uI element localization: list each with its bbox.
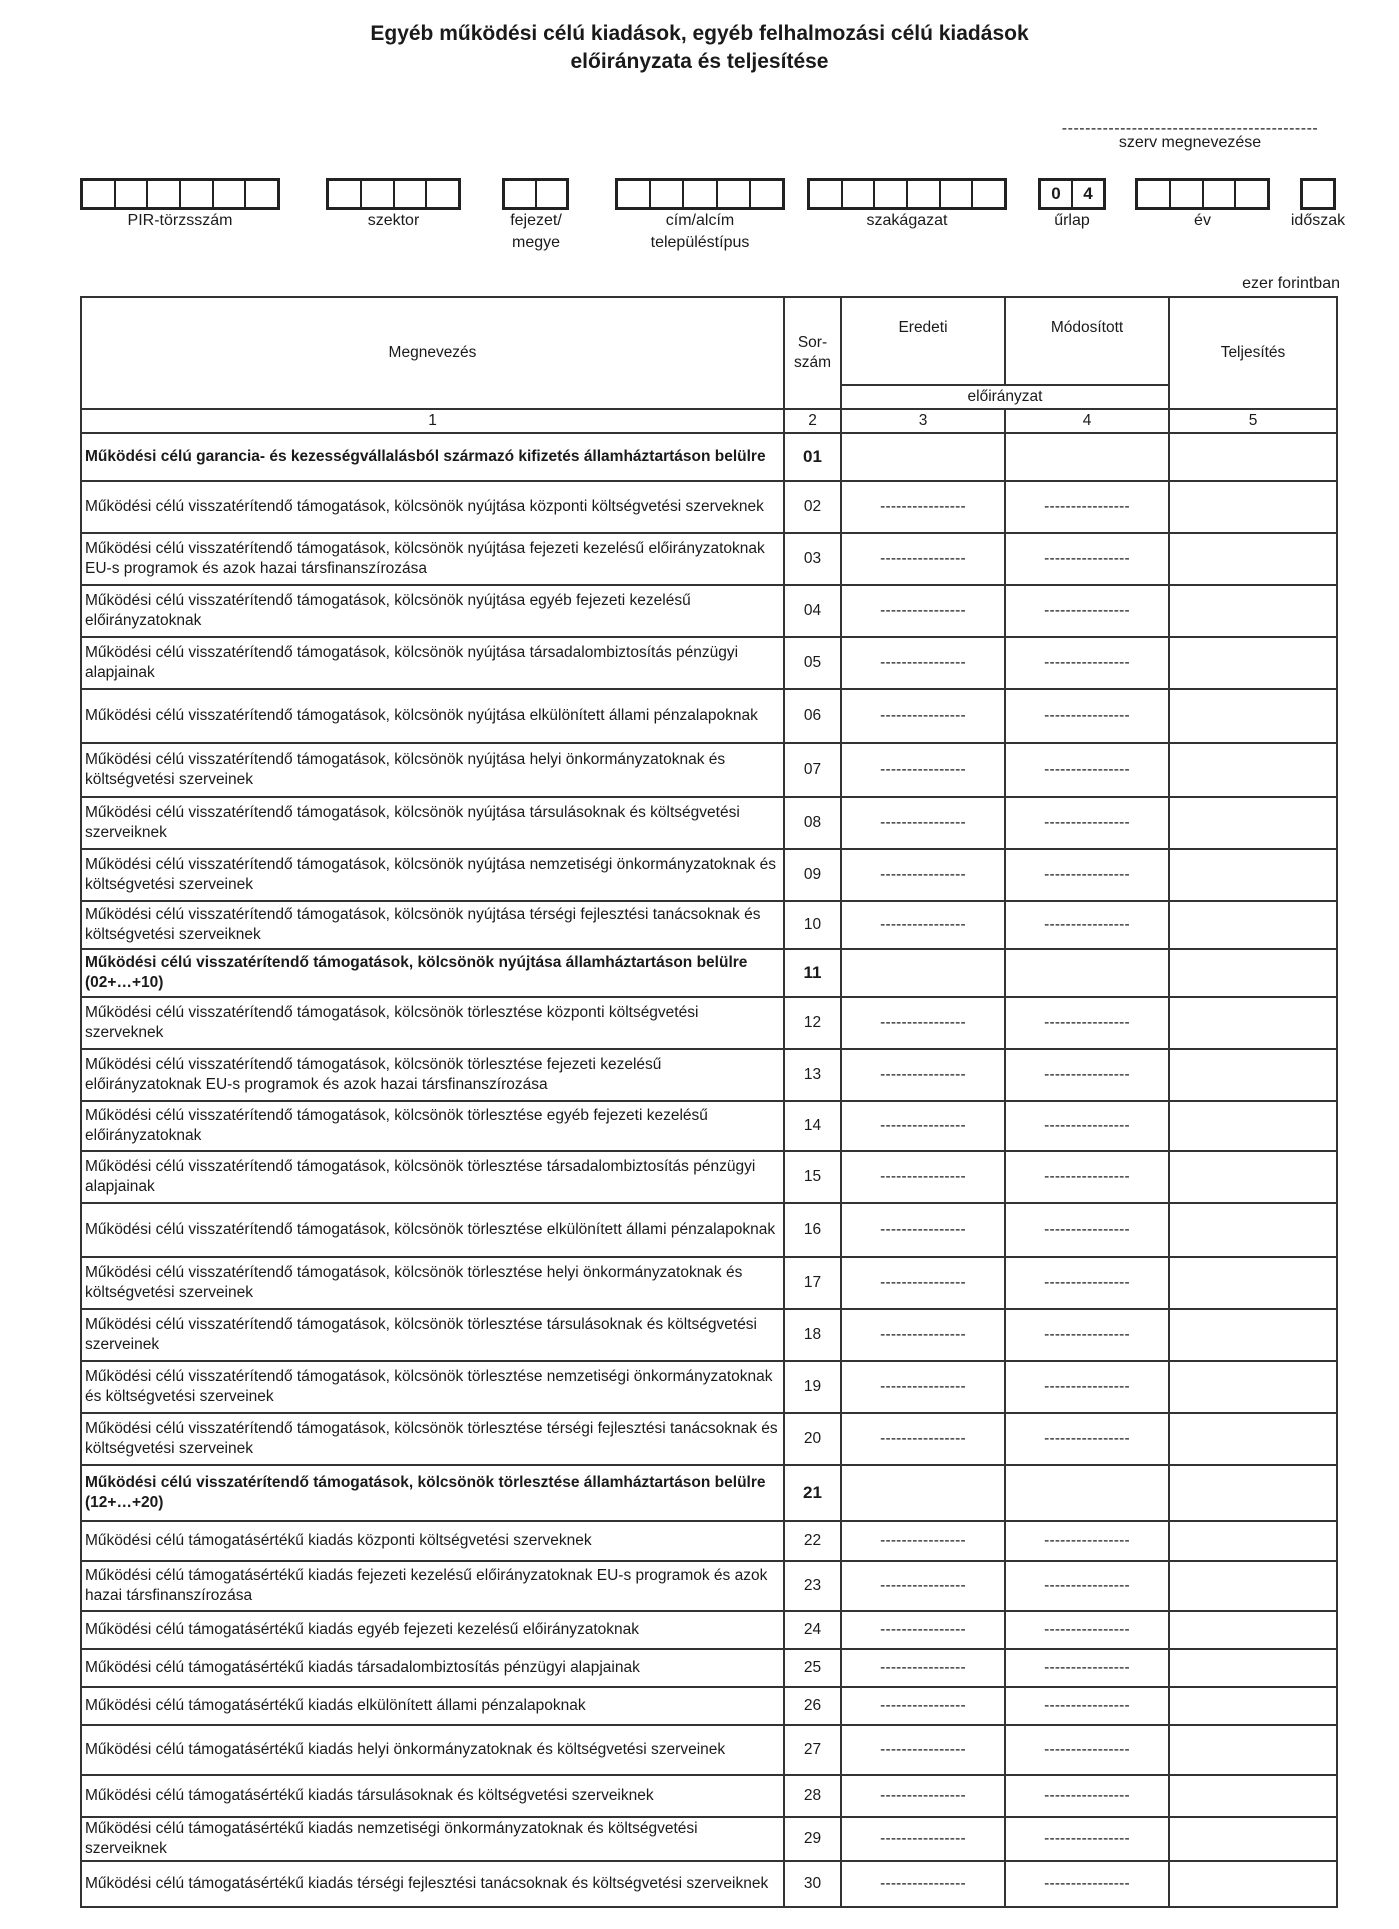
cell-teljesites[interactable]	[1169, 481, 1337, 533]
col-num-5: 5	[1169, 409, 1337, 433]
row-number: 08	[784, 797, 841, 849]
cell-teljesites[interactable]	[1169, 433, 1337, 481]
cell-eredeti-na: ----------------	[841, 1649, 1005, 1687]
cim-label-line-2: településtípus	[650, 234, 750, 251]
cell-teljesites[interactable]	[1169, 1561, 1337, 1611]
row-number: 03	[784, 533, 841, 585]
cell-modositott-na: ----------------	[1005, 1687, 1169, 1725]
org-name-label: szerv megnevezése	[1118, 134, 1262, 151]
cell-teljesites[interactable]	[1169, 1257, 1337, 1309]
table-row	[81, 689, 1337, 743]
cell-modositott-na: ----------------	[1005, 585, 1169, 637]
cell-modositott-na: ----------------	[1005, 1413, 1169, 1465]
cell-teljesites[interactable]	[1169, 1649, 1337, 1687]
table-row	[81, 1687, 1337, 1725]
cell-teljesites[interactable]	[1169, 1861, 1337, 1907]
cell-eredeti-na: ----------------	[841, 1611, 1005, 1649]
row-number: 30	[784, 1861, 841, 1907]
cell-modositott-na: ----------------	[1005, 797, 1169, 849]
col-header-sorszam	[784, 297, 841, 409]
table-row	[81, 1413, 1337, 1465]
row-name: Működési célú visszatérítendő támogatások, kölcsönök nyújtása társadalombiztosítás pénzügyi alapjainak	[81, 637, 784, 689]
row-name: Működési célú támogatásértékű kiadás elkülönített állami pénzalapoknak	[81, 1687, 784, 1725]
row-number: 11	[784, 949, 841, 997]
col-num-3: 3	[841, 409, 1005, 433]
table-row	[81, 1817, 1337, 1861]
cell-modositott-na: ----------------	[1005, 1775, 1169, 1817]
row-name: Működési célú visszatérítendő támogatások, kölcsönök nyújtása egyéb fejezeti kezelésű előirányzatoknak	[81, 585, 784, 637]
row-number: 14	[784, 1101, 841, 1151]
cell-eredeti-na: ----------------	[841, 849, 1005, 901]
cim-label-line-1: cím/alcím	[665, 212, 735, 229]
cell-teljesites[interactable]	[1169, 1687, 1337, 1725]
cell-eredeti-na: ----------------	[841, 1775, 1005, 1817]
cell-modositott-na: ----------------	[1005, 533, 1169, 585]
col-header-teljesites: Teljesítés	[1169, 297, 1337, 409]
row-name: Működési célú visszatérítendő támogatások, kölcsönök nyújtása központi költségvetési szerveknek	[81, 481, 784, 533]
row-number: 20	[784, 1413, 841, 1465]
cell-eredeti-na: ----------------	[841, 533, 1005, 585]
cell-teljesites[interactable]	[1169, 1725, 1337, 1775]
cell-modositott-na: ----------------	[1005, 1611, 1169, 1649]
cell-modositott-na: ----------------	[1005, 1817, 1169, 1861]
cell-eredeti[interactable]	[841, 1465, 1005, 1521]
row-number: 22	[784, 1521, 841, 1561]
row-number: 25	[784, 1649, 841, 1687]
col-header-eloiranyzat: előirányzat	[841, 385, 1169, 409]
cell-eredeti-na: ----------------	[841, 637, 1005, 689]
table-row	[81, 637, 1337, 689]
cell-teljesites[interactable]	[1169, 1413, 1337, 1465]
cell-eredeti-na: ----------------	[841, 1861, 1005, 1907]
table-row	[81, 743, 1337, 797]
cell-teljesites[interactable]	[1169, 1049, 1337, 1101]
table-row	[81, 1151, 1337, 1203]
cell-eredeti-na: ----------------	[841, 1687, 1005, 1725]
cell-eredeti-na: ----------------	[841, 1361, 1005, 1413]
cell-teljesites[interactable]	[1169, 997, 1337, 1049]
cell-modositott-na: ----------------	[1005, 1649, 1169, 1687]
row-name: Működési célú támogatásértékű kiadás társulásoknak és költségvetési szerveiknek	[81, 1775, 784, 1817]
row-number: 18	[784, 1309, 841, 1361]
row-number: 07	[784, 743, 841, 797]
fejezet-code-boxes[interactable]	[502, 178, 569, 210]
col-num-1: 1	[81, 409, 784, 433]
cell-modositott-na: ----------------	[1005, 1861, 1169, 1907]
row-name: Működési célú támogatásértékű kiadás nemzetiségi önkormányzatoknak és költségvetési szerveiknek	[81, 1817, 784, 1861]
cell-modositott-na: ----------------	[1005, 1521, 1169, 1561]
table-row	[81, 1203, 1337, 1257]
cell-modositott-na: ----------------	[1005, 1257, 1169, 1309]
row-name: Működési célú visszatérítendő támogatások, kölcsönök nyújtása helyi önkormányzatoknak és költségvetési szerveinek	[81, 743, 784, 797]
table-row	[81, 901, 1337, 949]
cell-eredeti-na: ----------------	[841, 1521, 1005, 1561]
table-row	[81, 481, 1337, 533]
cell-eredeti-na: ----------------	[841, 1049, 1005, 1101]
row-name: Működési célú támogatásértékű kiadás helyi önkormányzatoknak és költségvetési szerveinek	[81, 1725, 784, 1775]
cell-teljesites[interactable]	[1169, 1309, 1337, 1361]
row-name: Működési célú támogatásértékű kiadás központi költségvetési szerveknek	[81, 1521, 784, 1561]
table-row	[81, 1521, 1337, 1561]
table-row	[81, 1561, 1337, 1611]
cell-modositott-na: ----------------	[1005, 1203, 1169, 1257]
cell-eredeti-na: ----------------	[841, 1203, 1005, 1257]
cell-eredeti-na: ----------------	[841, 585, 1005, 637]
fejezet-label-line-2: megye	[511, 234, 561, 251]
cell-teljesites[interactable]	[1169, 797, 1337, 849]
cell-modositott-na: ----------------	[1005, 997, 1169, 1049]
row-number: 23	[784, 1561, 841, 1611]
cell-eredeti-na: ----------------	[841, 901, 1005, 949]
org-name-line: --------------------------------------------	[1061, 120, 1319, 137]
page-title	[0, 20, 1399, 76]
pir-label: PIR-törzsszám	[127, 212, 233, 229]
cell-teljesites[interactable]	[1169, 849, 1337, 901]
cell-eredeti-na: ----------------	[841, 689, 1005, 743]
table-row	[81, 1361, 1337, 1413]
row-number: 02	[784, 481, 841, 533]
urlap-label: űrlap	[1054, 212, 1090, 229]
cell-modositott-na: ----------------	[1005, 689, 1169, 743]
table-row	[81, 1465, 1337, 1521]
row-name: Működési célú visszatérítendő támogatások, kölcsönök törlesztése térségi fejlesztési tanácsoknak és költségvetési szerveinek	[81, 1413, 784, 1465]
row-name: Működési célú támogatásértékű kiadás térségi fejlesztési tanácsoknak és költségvetési szerveiknek	[81, 1861, 784, 1907]
row-number: 27	[784, 1725, 841, 1775]
cell-modositott-na: ----------------	[1005, 1049, 1169, 1101]
cell-teljesites[interactable]	[1169, 585, 1337, 637]
cell-modositott-na: ----------------	[1005, 849, 1169, 901]
cell-teljesites[interactable]	[1169, 1151, 1337, 1203]
row-name: Működési célú garancia- és kezességvállalásból származó kifizetés államháztartáson belülre	[81, 433, 784, 481]
row-name: Működési célú támogatásértékű kiadás egyéb fejezeti kezelésű előirányzatoknak	[81, 1611, 784, 1649]
urlap-digit-1: 0	[1041, 181, 1073, 207]
cell-modositott-na: ----------------	[1005, 1309, 1169, 1361]
col-header-modositott: Módosított	[1005, 297, 1169, 385]
cell-modositott-na: ----------------	[1005, 1101, 1169, 1151]
cell-modositott-na: ----------------	[1005, 637, 1169, 689]
row-number: 05	[784, 637, 841, 689]
table-row	[81, 1775, 1337, 1817]
idoszak-label: időszak	[1290, 212, 1346, 229]
urlap-code-boxes	[1038, 178, 1106, 210]
urlap-digit-2: 4	[1083, 184, 1093, 203]
row-number: 21	[784, 1465, 841, 1521]
cell-modositott[interactable]	[1005, 1465, 1169, 1521]
table-row	[81, 1101, 1337, 1151]
szektor-code-boxes[interactable]	[326, 178, 461, 210]
cell-eredeti-na: ----------------	[841, 743, 1005, 797]
row-name: Működési célú visszatérítendő támogatások, kölcsönök törlesztése társadalombiztosítás pénzügyi alapjainak	[81, 1151, 784, 1203]
table-row	[81, 1649, 1337, 1687]
cell-eredeti-na: ----------------	[841, 1101, 1005, 1151]
row-number: 16	[784, 1203, 841, 1257]
row-name: Működési célú visszatérítendő támogatások, kölcsönök nyújtása térségi fejlesztési tanácsoknak és költségvetési szerveiknek	[81, 901, 784, 949]
cell-teljesites[interactable]	[1169, 949, 1337, 997]
cell-teljesites[interactable]	[1169, 1465, 1337, 1521]
cell-modositott-na: ----------------	[1005, 1361, 1169, 1413]
cell-eredeti-na: ----------------	[841, 1817, 1005, 1861]
table-row	[81, 1049, 1337, 1101]
cell-modositott-na: ----------------	[1005, 481, 1169, 533]
table-row	[81, 585, 1337, 637]
cell-eredeti[interactable]	[841, 949, 1005, 997]
sorszam-line-2: szám	[793, 354, 832, 371]
szakagazat-code-boxes[interactable]	[807, 178, 1007, 210]
row-name: Működési célú visszatérítendő támogatások, kölcsönök törlesztése egyéb fejezeti kezelésű előirányzatoknak	[81, 1101, 784, 1151]
cell-teljesites[interactable]	[1169, 743, 1337, 797]
row-name: Működési célú visszatérítendő támogatások, kölcsönök törlesztése államháztartáson belülre (12+…+20)	[81, 1465, 784, 1521]
fejezet-label	[480, 210, 592, 254]
szektor-label: szektor	[367, 212, 420, 229]
cell-modositott-na: ----------------	[1005, 1151, 1169, 1203]
cell-eredeti-na: ----------------	[841, 1413, 1005, 1465]
row-number: 01	[784, 433, 841, 481]
row-number: 29	[784, 1817, 841, 1861]
col-header-name: Megnevezés	[81, 297, 784, 409]
budget-table	[80, 296, 1338, 1908]
table-row	[81, 1257, 1337, 1309]
cell-modositott-na: ----------------	[1005, 1561, 1169, 1611]
row-name: Működési célú visszatérítendő támogatások, kölcsönök nyújtása elkülönített állami pénzalapoknak	[81, 689, 784, 743]
col-num-4: 4	[1005, 409, 1169, 433]
cell-teljesites[interactable]	[1169, 637, 1337, 689]
cell-teljesites[interactable]	[1169, 1611, 1337, 1649]
pir-code-boxes[interactable]	[80, 178, 280, 210]
row-number: 09	[784, 849, 841, 901]
row-number: 13	[784, 1049, 841, 1101]
table-body	[81, 433, 1337, 1907]
row-number: 26	[784, 1687, 841, 1725]
cell-modositott-na: ----------------	[1005, 743, 1169, 797]
cell-eredeti-na: ----------------	[841, 797, 1005, 849]
table-row	[81, 433, 1337, 481]
row-name: Működési célú visszatérítendő támogatások, kölcsönök nyújtása fejezeti kezelésű előirányzatoknak EU-s programok és azok hazai társfinanszírozása	[81, 533, 784, 585]
row-number: 19	[784, 1361, 841, 1413]
szakagazat-label: szakágazat	[866, 212, 948, 229]
cell-eredeti-na: ----------------	[841, 1309, 1005, 1361]
row-name: Működési célú visszatérítendő támogatások, kölcsönök nyújtása társulásoknak és költségvetési szerveiknek	[81, 797, 784, 849]
cell-teljesites[interactable]	[1169, 1521, 1337, 1561]
table-row	[81, 1861, 1337, 1907]
table-row	[81, 533, 1337, 585]
row-name: Működési célú visszatérítendő támogatások, kölcsönök nyújtása nemzetiségi önkormányzatoknak és költségvetési szerveinek	[81, 849, 784, 901]
col-header-eredeti: Eredeti	[841, 297, 1005, 385]
table-row	[81, 1725, 1337, 1775]
cell-eredeti[interactable]	[841, 433, 1005, 481]
cim-code-boxes[interactable]	[615, 178, 785, 210]
ev-label: év	[1194, 212, 1211, 229]
title-line-1: Egyéb működési célú kiadások, egyéb felhalmozási célú kiadások	[370, 22, 1029, 45]
cell-teljesites[interactable]	[1169, 901, 1337, 949]
col-num-2: 2	[784, 409, 841, 433]
row-number: 28	[784, 1775, 841, 1817]
cell-eredeti-na: ----------------	[841, 1725, 1005, 1775]
title-line-2: előirányzata és teljesítése	[570, 50, 829, 73]
idoszak-code-box[interactable]	[1300, 178, 1336, 210]
row-name: Működési célú támogatásértékű kiadás társadalombiztosítás pénzügyi alapjainak	[81, 1649, 784, 1687]
table-row	[81, 949, 1337, 997]
row-number: 12	[784, 997, 841, 1049]
unit-label: ezer forintban	[1242, 275, 1340, 292]
row-name: Működési célú visszatérítendő támogatások, kölcsönök törlesztése elkülönített állami pénzalapoknak	[81, 1203, 784, 1257]
row-number: 24	[784, 1611, 841, 1649]
row-number: 04	[784, 585, 841, 637]
row-name: Működési célú támogatásértékű kiadás fejezeti kezelésű előirányzatoknak EU-s programok és azok hazai társfinanszírozása	[81, 1561, 784, 1611]
cim-label	[600, 210, 800, 254]
cell-eredeti-na: ----------------	[841, 1257, 1005, 1309]
cell-eredeti-na: ----------------	[841, 1561, 1005, 1611]
row-name: Működési célú visszatérítendő támogatások, kölcsönök törlesztése nemzetiségi önkormányzatoknak és költségvetési szerveinek	[81, 1361, 784, 1413]
cell-teljesites[interactable]	[1169, 1361, 1337, 1413]
cell-eredeti-na: ----------------	[841, 997, 1005, 1049]
cell-eredeti-na: ----------------	[841, 481, 1005, 533]
ev-code-boxes[interactable]	[1135, 178, 1270, 210]
cell-modositott[interactable]	[1005, 433, 1169, 481]
row-name: Működési célú visszatérítendő támogatások, kölcsönök törlesztése központi költségvetési szerveknek	[81, 997, 784, 1049]
cell-teljesites[interactable]	[1169, 533, 1337, 585]
cell-eredeti-na: ----------------	[841, 1151, 1005, 1203]
cell-teljesites[interactable]	[1169, 689, 1337, 743]
cell-modositott[interactable]	[1005, 949, 1169, 997]
table-row	[81, 1611, 1337, 1649]
row-name: Működési célú visszatérítendő támogatások, kölcsönök törlesztése helyi önkormányzatoknak és költségvetési szerveinek	[81, 1257, 784, 1309]
table-row	[81, 797, 1337, 849]
cell-teljesites[interactable]	[1169, 1817, 1337, 1861]
row-name: Működési célú visszatérítendő támogatások, kölcsönök nyújtása államháztartáson belülre (02+…+10)	[81, 949, 784, 997]
fejezet-label-line-1: fejezet/	[510, 212, 562, 229]
cell-modositott-na: ----------------	[1005, 901, 1169, 949]
table-row	[81, 1309, 1337, 1361]
cell-teljesites[interactable]	[1169, 1101, 1337, 1151]
row-number: 17	[784, 1257, 841, 1309]
cell-teljesites[interactable]	[1169, 1203, 1337, 1257]
cell-teljesites[interactable]	[1169, 1775, 1337, 1817]
row-number: 10	[784, 901, 841, 949]
table-row	[81, 849, 1337, 901]
row-number: 15	[784, 1151, 841, 1203]
row-number: 06	[784, 689, 841, 743]
cell-modositott-na: ----------------	[1005, 1725, 1169, 1775]
sorszam-line-1: Sor-	[797, 334, 828, 351]
row-name: Működési célú visszatérítendő támogatások, kölcsönök törlesztése társulásoknak és költségvetési szerveinek	[81, 1309, 784, 1361]
table-row	[81, 997, 1337, 1049]
row-name: Működési célú visszatérítendő támogatások, kölcsönök törlesztése fejezeti kezelésű előirányzatoknak EU-s programok és azok hazai társfinanszírozása	[81, 1049, 784, 1101]
